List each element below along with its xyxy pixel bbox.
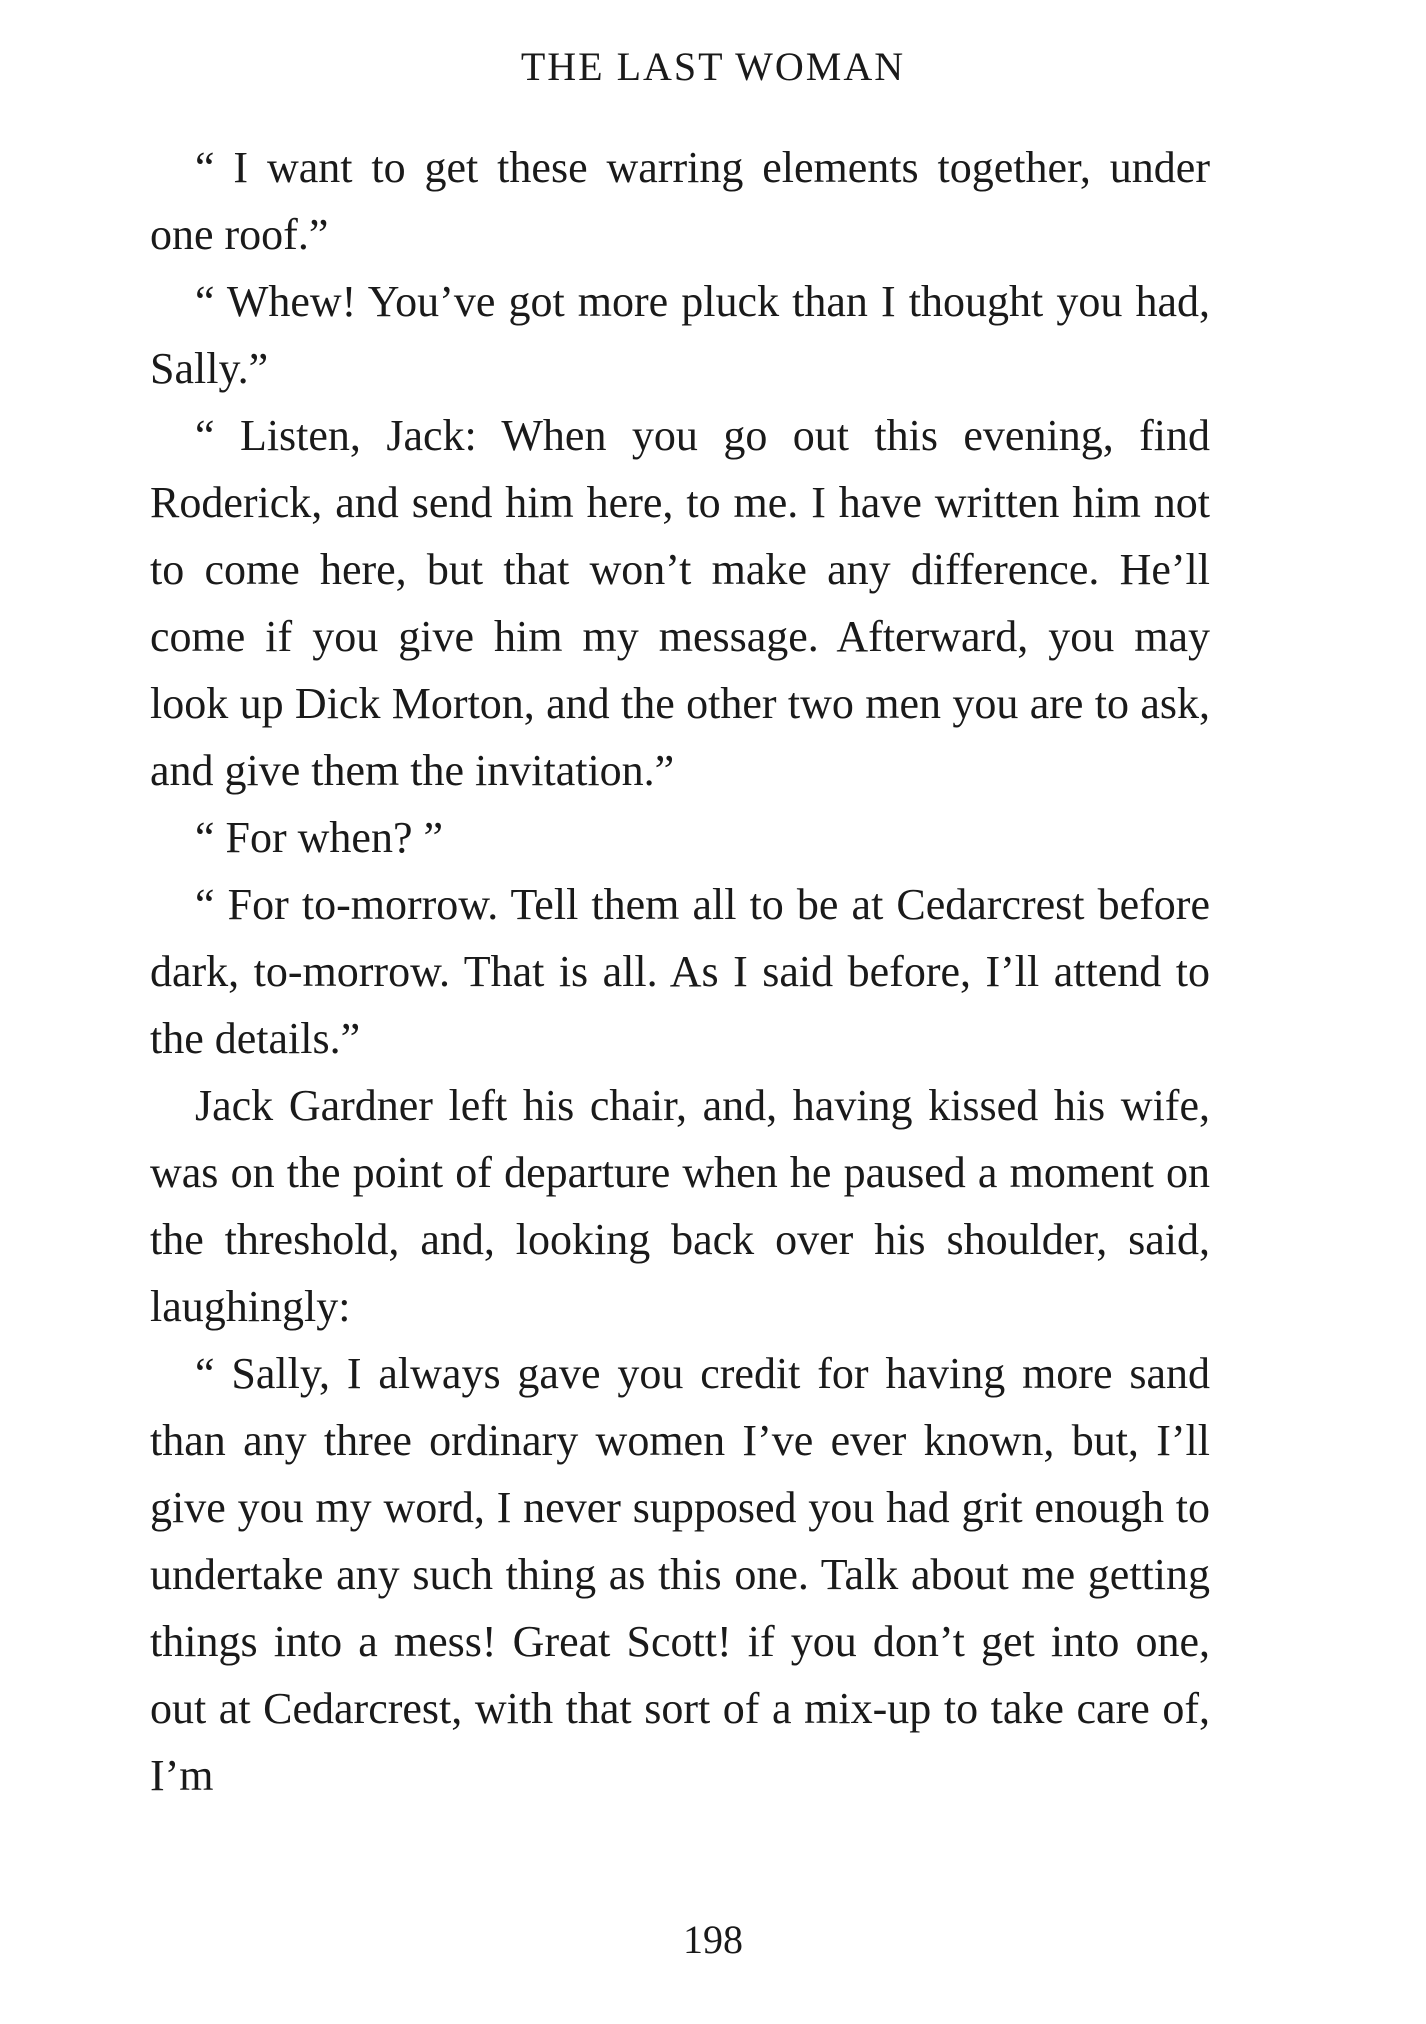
- running-head: THE LAST WOMAN: [520, 44, 906, 89]
- paragraph-5: “ For to-morrow. Tell them all to be at Cedarcrest before dark, to-morrow. That is all. As I said before, I’ll attend to the details.”: [150, 880, 1210, 1063]
- paragraph-6: Jack Gardner left his chair, and, having kissed his wife, was on the point of departure when he paused a moment on the threshold, and, looking back over his shoulder, said, laughingly:: [150, 1081, 1210, 1331]
- paragraph-4: “ For when? ”: [195, 813, 444, 862]
- paragraph-2: “ Whew! You’ve got more pluck than I thought you had, Sally.”: [150, 277, 1210, 393]
- paragraph-3: “ Listen, Jack: When you go out this evening, find Roderick, and send him here, to me. I have written him not to come here, but that won’t make any difference. He’ll come if you give him my message. Afterward, you may look up Dick Morton, and the other two men you are to ask, and give them the invitation.”: [150, 411, 1210, 795]
- body-text: [150, 134, 1210, 1809]
- page-number: 198: [683, 1917, 743, 1962]
- paragraph-7: “ Sally, I always gave you credit for having more sand than any three ordinary women I’ve ever known, but, I’ll give you my word, I never supposed you had grit enough to undertake any such thing as this one. Talk about me getting things into a mess! Great Scott! if you don’t get into one, out at Cedarcrest, with that sort of a mix-up to take care of, I’m: [150, 1349, 1210, 1800]
- paragraph-1: “ I want to get these warring elements together, under one roof.”: [150, 143, 1210, 259]
